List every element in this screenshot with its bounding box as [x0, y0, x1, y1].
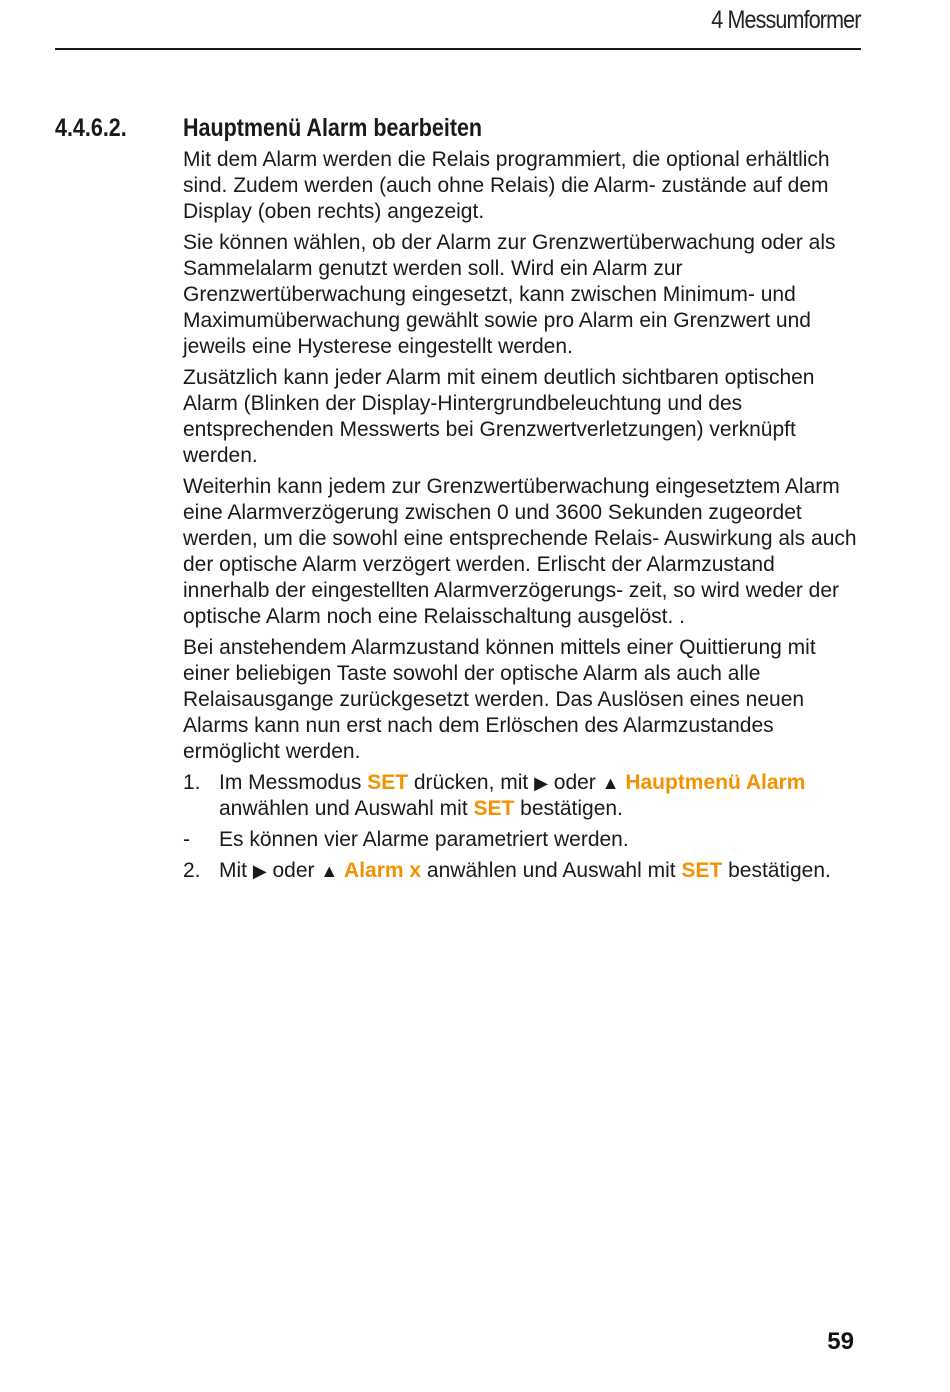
arrow-right-icon: ▶: [534, 773, 548, 793]
step-1: [183, 770, 863, 822]
page-number: 59: [827, 1328, 854, 1355]
arrow-up-icon: ▲: [320, 861, 339, 881]
key-set: SET: [681, 859, 723, 882]
paragraph-intro: Mit dem Alarm werden die Relais programmiert, die optional erhältlich sind. Zudem werden (auch ohne Relais) die Alarm- zustände auf dem Display (oben rechts) angezeigt.: [183, 148, 830, 223]
key-set: SET: [367, 771, 409, 794]
step-text: bestätigen.: [722, 859, 831, 882]
step-2-marker: 2.: [183, 859, 201, 882]
section-title: Hauptmenü Alarm bearbeiten: [183, 114, 483, 142]
arrow-up-icon: ▲: [601, 773, 620, 793]
step-text: anwählen und Auswahl mit: [219, 797, 474, 820]
step-text: oder: [266, 859, 321, 882]
step-text: bestätigen.: [514, 797, 623, 820]
paragraph-usage: Sie können wählen, ob der Alarm zur Grenzwertüberwachung oder als Sammelalarm genutzt werden soll. Wird ein Alarm zur Grenzwertüberwachung eingesetzt, kann zwischen Minimum- und Maximumüberwachung gewählt sowie pro Alarm ein Grenzwert und jeweils eine Hysterese eingestellt werden.: [183, 231, 836, 358]
paragraph-acknowledge: Bei anstehendem Alarmzustand können mittels einer Quittierung mit einer beliebigen Taste sowohl der optische Alarm als auch alle Relaisausgange zurückgesetzt werden. Das Auslösen eines neuen Alarms kann nun erst nach dem Erlöschen des Alarmzustandes ermöglicht werden.: [183, 636, 816, 763]
arrow-right-icon: ▶: [252, 861, 267, 881]
step-text: anwählen und Auswahl mit: [421, 859, 682, 882]
step-1-marker: 1.: [183, 771, 201, 794]
chapter-title: 4 Messumformer: [711, 6, 861, 34]
step-text: Mit: [219, 859, 253, 882]
note-item: [183, 827, 863, 853]
section-body: [183, 147, 863, 889]
paragraph-delay: Weiterhin kann jedem zur Grenzwertüberwachung eingesetztem Alarm eine Alarmverzögerung zwischen 0 und 3600 Sekunden zugeordet werden, um die sowohl eine entsprechende Relais- Auswirkung als auch der optische Alarm verzögert werden. Erlischt der Alarmzustand innerhalb der eingestellten Alarmverzögerungs- zeit, so wird weder der optische Alarm noch eine Relaisschaltung ausgelöst. .: [183, 475, 857, 628]
note-text: Es können vier Alarme parametriert werden.: [219, 828, 629, 851]
step-2: [183, 858, 863, 884]
step-text: oder: [547, 771, 602, 794]
menu-alarm-x: Alarm x: [344, 859, 422, 882]
key-set: SET: [473, 797, 515, 820]
header-divider: [55, 48, 861, 50]
menu-hauptmenu-alarm: Hauptmenü Alarm: [625, 771, 806, 794]
section-number: 4.4.6.2.: [55, 114, 127, 142]
note-marker: -: [183, 828, 190, 851]
step-text: Im Messmodus: [219, 771, 368, 794]
step-text: drücken, mit: [408, 771, 535, 794]
paragraph-optical-alarm: Zusätzlich kann jeder Alarm mit einem deutlich sichtbaren optischen Alarm (Blinken der Display-Hintergrundbeleuchtung und des entsprechenden Messwerts bei Grenzwertverletzungen) verknüpft werden.: [183, 366, 815, 467]
